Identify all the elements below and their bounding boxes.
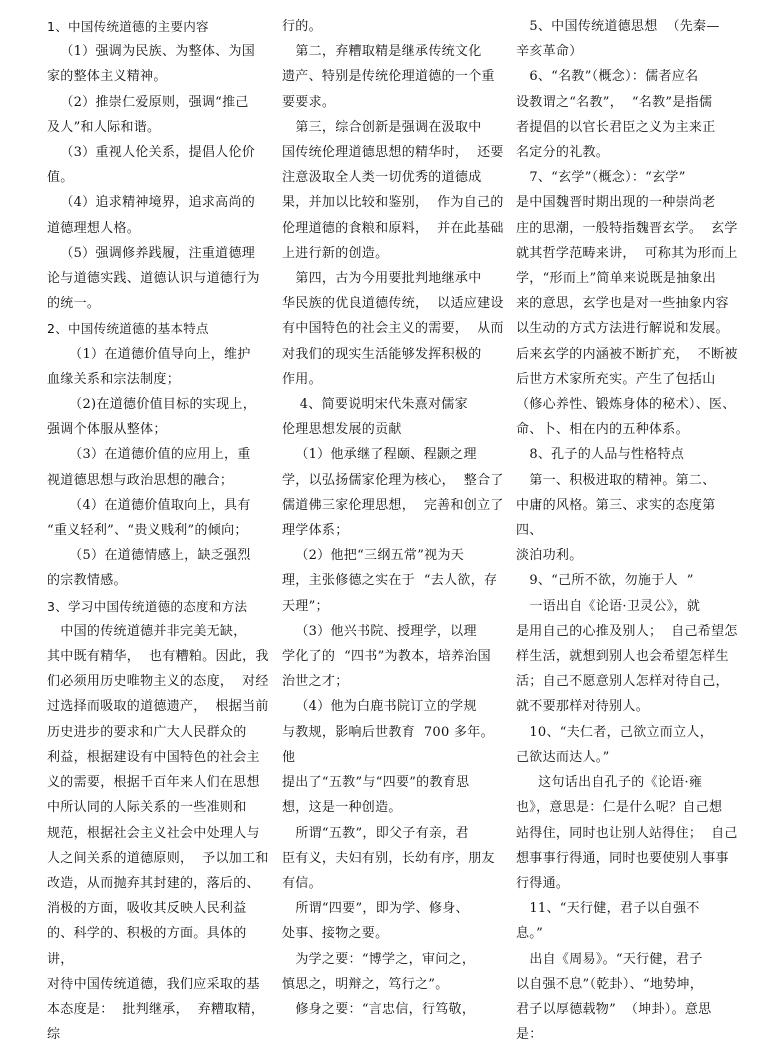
text-column-left [47, 14, 274, 1047]
text-line: 伦理思想发展的贡献 [282, 422, 402, 438]
text-line: 学，以弘扬儒家伦理为核心， 整合了 [282, 472, 504, 488]
text-line: 强调个体服从整体； [47, 422, 167, 438]
text-line: （2）他把“三纲五常”视为天 [282, 548, 465, 564]
text-line: 中庸的风格。第三、求实的态度第四、 [516, 497, 716, 539]
text-line: 义的需要，根据千百年来人们在思想 [47, 775, 260, 791]
text-line: 提出了“五教”与“四要”的教育思 [282, 775, 470, 791]
text-line: 有中国特色的社会主义的需要， 从而 [282, 321, 504, 337]
text-line: 及人”和人际和谐。 [47, 119, 161, 135]
text-line: （1）强调为民族、为整体、为国 [47, 44, 256, 60]
text-line: （3）他兴书院、授理学，以理 [282, 623, 477, 639]
text-line: 第一、积极进取的精神。第二、 [516, 472, 716, 488]
text-line: （4）在道德价值取向上，具有 [47, 497, 251, 513]
text-line: （5）强调修养践履，注重道德理 [47, 245, 256, 261]
text-line: 9、“己所不欲，勿施于人 ” [516, 573, 694, 589]
text-line: 过选择而吸取的道德遗产， 根据当前 [47, 699, 269, 715]
text-line: 命、卜、相在内的五种体系。 [516, 422, 689, 438]
text-line: 行得通。 [516, 875, 570, 891]
text-line: （2）推崇仁爱原则，强调“推己 [47, 94, 249, 110]
text-line: 是用自己的心推及别人； 自己希望怎 [516, 623, 738, 639]
text-line: （4）他为白鹿书院订立的学规 [282, 699, 477, 715]
text-line: 血缘关系和宗法制度； [47, 371, 181, 387]
text-line: 后来玄学的内涵被不断扩充， 不断被 [516, 346, 738, 362]
text-line: 所谓“四要”，即为学、修身、 [282, 901, 469, 917]
text-line: 改造，从而抛弃其封建的，落后的、 [47, 875, 260, 891]
text-line: （修心养性、锻炼身体的秘术）、医、 [516, 397, 736, 413]
text-line: 国传统伦理道德思想的精华时， 还要 [282, 145, 504, 161]
text-line: 后世方术家所充实。产生了包括山 [516, 371, 716, 387]
text-line: 家的整体主义精神。 [47, 69, 167, 85]
text-line: 想，这是一种创造。 [282, 800, 402, 816]
text-line: 消极的方面，吸收其反映人民利益 [47, 901, 247, 917]
text-line: 以生动的方式方法进行解说和发展。 [516, 321, 729, 337]
text-column-right [516, 14, 738, 1047]
text-line: 第三，综合创新是强调在汲取中 [282, 119, 482, 135]
text-line: 10、“夫仁者，己欲立而立人， [516, 724, 714, 740]
text-column-middle [282, 14, 504, 1022]
text-line: （1）他承继了程颐、程颢之理 [282, 447, 477, 463]
text-line: 有信。 [282, 875, 322, 891]
text-line: 行的。 [282, 19, 322, 34]
text-line: 设教谓之“名教”， “名教”是指儒 [516, 94, 713, 110]
text-line: （4）追求精神境界，追求高尚的 [47, 195, 256, 211]
text-line: 一语出自《论语·卫灵公》，就 [516, 598, 701, 614]
text-line: 己欲达而达人。” [516, 749, 610, 765]
text-line: 活；自己不愿意别人怎样对待自己， [516, 674, 729, 690]
text-line: 庄的思潮，一般特指魏晋玄学。 玄学 [516, 220, 738, 236]
text-line: 来的意思，玄学也是对一些抽象内容 [516, 296, 729, 312]
text-line: 所谓“五教”，即父子有亲，君 [282, 825, 469, 841]
text-line: 8、孔子的人品与性格特点 [516, 447, 685, 463]
text-line: 的、科学的、积极的方面。具体的讲， [47, 926, 247, 967]
text-line: 儒道佛三家伦理思想， 完善和创立了 [282, 497, 504, 513]
text-line: 与教规，影响后世教育 700 多年。他 [282, 724, 494, 765]
text-line: 出自《周易》。“天行健，君子 [516, 951, 703, 967]
text-line: 历史进步的要求和广大人民群众的 [47, 724, 247, 740]
text-line: 淡泊功利。 [516, 548, 583, 564]
text-line: 学化了的 “四书”为教本，培养治国 [282, 649, 491, 665]
text-line: “重义轻利”、“贵义贱利”的倾向； [47, 523, 248, 539]
text-line: 对我们的现实生活能够发挥积极的 [282, 346, 482, 362]
text-line: 华民族的优良道德传统， 以适应建设 [282, 296, 504, 312]
text-line: 的统一。 [47, 296, 101, 312]
text-line: 处事、接物之要。 [282, 926, 389, 942]
text-line: 理，主张修德之实在于 “去人欲，存 [282, 573, 498, 589]
text-line: 辛亥革命） [516, 44, 583, 60]
text-line: 11、“天行健，君子以自强不 [516, 901, 700, 917]
text-line: （5）在道德情感上，缺乏强烈 [47, 548, 251, 564]
text-line: 样生活，就想到别人也会希望怎样生 [516, 649, 729, 665]
text-line: 注意汲取全人类一切优秀的道德成 [282, 170, 482, 186]
text-line: 2、中国传统道德的基本特点 [47, 321, 209, 337]
text-line: 规范，根据社会主义社会中处理人与 [47, 825, 260, 841]
text-line: 学，“形而上”简单来说既是抽象出 [516, 271, 717, 287]
text-line: 其中既有精华， 也有糟粕。因此，我 [47, 649, 269, 665]
text-line: （1）在道德价值导向上，维护 [47, 346, 251, 362]
text-line: 就不要那样对待别人。 [516, 699, 650, 715]
text-line: 上进行新的创造。 [282, 245, 389, 261]
text-line: 治世之才； [282, 674, 349, 690]
text-line: （2)在道德价值目标的实现上， [47, 397, 257, 413]
text-line: 作用。 [282, 371, 322, 387]
text-line: 天理”； [282, 598, 329, 614]
text-line: 以自强不息”（乾卦）、“地势坤， [516, 976, 704, 992]
text-line: 人之间关系的道德原则， 予以加工和 [47, 850, 269, 866]
text-line: 道德理想人格。 [47, 220, 141, 236]
text-line: 理学体系； [282, 523, 349, 539]
text-line: 者提倡的以官长君臣之义为主来正 [516, 119, 716, 135]
text-line: 这句话出自孔子的《论语·雍 [516, 775, 703, 791]
text-line: 本态度是： 批判继承， 弃糟取精， 综 [47, 1001, 274, 1043]
text-line: 中国的传统道德并非完美无缺， [47, 623, 247, 639]
text-line: 名定分的礼教。 [516, 145, 610, 161]
text-line: 5、中国传统道德思想 （先秦— [516, 19, 720, 34]
text-line: 慎思之，明辩之，笃行之”。 [282, 976, 449, 992]
text-line: 君子以厚德载物” （坤卦）。意思是： [516, 1001, 712, 1043]
text-line: 第四，古为今用要批判地继承中 [282, 271, 482, 287]
text-line: 站得住，同时也让别人站得住； 自己 [516, 825, 738, 841]
text-line: 为学之要：“博学之，审问之， [282, 951, 476, 967]
text-line: 果，并加以比较和鉴别， 作为自己的 [282, 195, 504, 211]
text-line: 4、简要说明宋代朱熹对儒家 [282, 397, 468, 413]
text-line: 中所认同的人际关系的一些准则和 [47, 800, 247, 816]
text-line: （3）在道德价值的应用上，重 [47, 447, 251, 463]
text-line: 息。” [516, 926, 544, 942]
text-line: 6、“名教”（概念）：儒者应名 [516, 69, 699, 85]
text-line: 伦理道德的食粮和原料， 并在此基础 [282, 220, 504, 236]
text-line: 值。 [47, 170, 74, 186]
text-line: 就其哲学范畴来讲， 可称其为形而上 [516, 245, 738, 261]
text-line: 的宗教情感。 [47, 573, 127, 589]
text-line: 遗产、特别是传统伦理道德的一个重 [282, 69, 495, 85]
text-line: 也》，意思是：仁是什么呢？自己想 [516, 800, 723, 816]
text-line: 1、中国传统道德的主要内容 [47, 19, 209, 34]
text-line: 是中国魏晋时期出现的一种崇尚老 [516, 195, 716, 211]
text-line: 们必须用历史唯物主义的态度， 对经 [47, 674, 269, 690]
text-line: 视道德思想与政治思想的融合； [47, 472, 234, 488]
text-line: 臣有义，夫妇有别，长幼有序，朋友 [282, 850, 495, 866]
text-line: 对待中国传统道德，我们应采取的基 [47, 976, 260, 992]
text-line: （3）重视人伦关系，提倡人伦价 [47, 145, 256, 161]
text-line: 修身之要：“言忠信，行笃敬， [282, 1001, 476, 1017]
text-line: 想事事行得通，同时也要使别人事事 [516, 850, 729, 866]
text-line: 7、“玄学”（概念）：“玄学” [516, 170, 686, 186]
text-line: 第二，弃糟取精是继承传统文化 [282, 44, 482, 60]
text-line: 3、学习中国传统道德的态度和方法 [47, 598, 248, 614]
text-line: 利益，根据建设有中国特色的社会主 [47, 749, 260, 765]
text-line: 要要求。 [282, 94, 336, 110]
text-line: 论与道德实践、道德认识与道德行为 [47, 271, 260, 287]
